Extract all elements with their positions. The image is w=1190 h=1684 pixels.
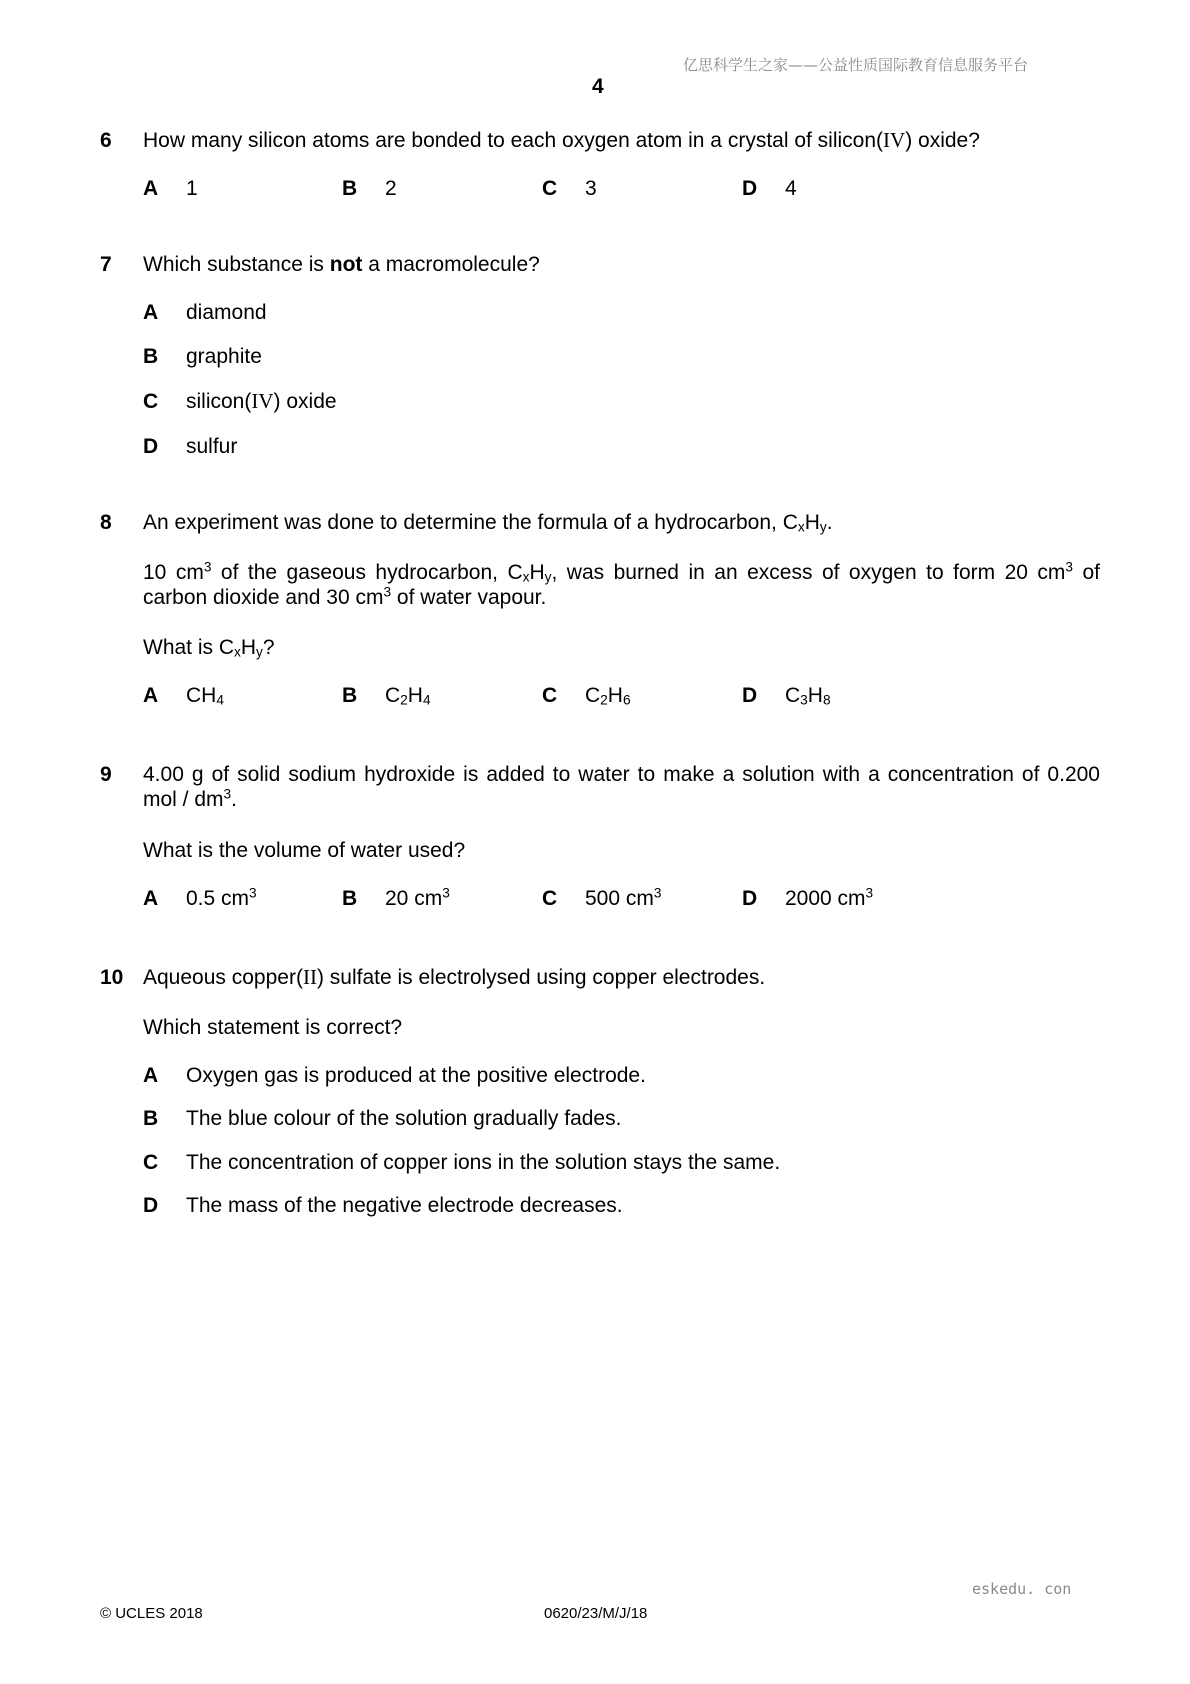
option-letter: C	[542, 177, 558, 200]
option-letter: D	[742, 887, 758, 910]
option-text: silicon(IV) oxide	[186, 389, 337, 413]
question-prompt: Which statement is correct?	[143, 1016, 403, 1039]
option-letter: C	[143, 1151, 159, 1174]
emphasis: not	[329, 253, 363, 276]
option-letter: D	[143, 1194, 159, 1217]
option-letter: D	[143, 435, 159, 458]
option-text: diamond	[186, 301, 267, 324]
option-letter: B	[342, 887, 358, 910]
question-number: 9	[100, 763, 112, 786]
option-text: $C_2H_6$	[585, 684, 631, 708]
question-text: Which substance is not a macromolecule?	[143, 253, 540, 276]
page-number: 4	[592, 75, 604, 98]
option-text: Oxygen gas is produced at the positive electrode.	[186, 1064, 646, 1087]
option-letter: B	[143, 1107, 159, 1130]
question-text: How many silicon atoms are bonded to each oxygen atom in a crystal of silicon(IV) oxide?	[143, 128, 980, 152]
option-letter: C	[542, 684, 558, 707]
footer-copyright: © UCLES 2018	[100, 1605, 203, 1622]
option-letter: B	[143, 345, 159, 368]
option-letter: D	[742, 177, 758, 200]
option-text: 1	[186, 177, 198, 200]
option-text: $CH_4$	[186, 684, 224, 708]
option-text: $C_2H_4$	[385, 684, 431, 708]
question-number: 10	[100, 966, 124, 989]
question-prompt: What is the volume of water used?	[143, 839, 466, 862]
option-text: 500 $cm^3$	[585, 885, 662, 910]
question-text: Aqueous copper(II) sulfate is electrolysed using copper electrodes.	[143, 965, 766, 989]
option-letter: A	[143, 1064, 159, 1087]
question-text: 4.00 g of solid sodium hydroxide is added to water to make a solution with a concentration of 0.200 mol / $dm^3$.	[143, 763, 1100, 811]
option-text: sulfur	[186, 435, 238, 458]
option-text: 3	[585, 177, 597, 200]
option-text: $C_3H_8$	[785, 684, 831, 708]
option-text: The blue colour of the solution gradually fades.	[186, 1107, 622, 1130]
footer-paper-code: 0620/23/M/J/18	[544, 1605, 648, 1622]
question-prompt: What is $C_xH_y$?	[143, 636, 275, 660]
option-letter: B	[342, 177, 358, 200]
option-text: 2000 $cm^3$	[785, 885, 874, 910]
question-text: An experiment was done to determine the formula of a hydrocarbon, $C_xH_y$.	[143, 511, 833, 535]
question-paragraph: 10 $cm^3$ of the gaseous hydrocarbon, $C_xH_y$, was burned in an excess of oxygen to form 20 $cm^3$ of carbon dioxide and 30 $cm^3$ of water vapour.	[143, 559, 1101, 609]
option-text: The mass of the negative electrode decreases.	[186, 1194, 623, 1217]
option-text: The concentration of copper ions in the solution stays the same.	[186, 1151, 781, 1174]
option-text: 20 $cm^3$	[385, 885, 450, 910]
option-letter: C	[542, 887, 558, 910]
option-text: 0.5 $cm^3$	[186, 885, 257, 910]
question-number: 8	[100, 511, 112, 534]
option-letter: A	[143, 177, 159, 200]
header-watermark: 亿思科学生之家——公益性质国际教育信息服务平台	[683, 56, 1029, 74]
footer-watermark: eskedu. con	[972, 1580, 1072, 1598]
option-letter: C	[143, 390, 159, 413]
question-number: 6	[100, 129, 112, 152]
option-text: 2	[385, 177, 397, 200]
option-letter: B	[342, 684, 358, 707]
question-number: 7	[100, 253, 112, 276]
option-letter: A	[143, 887, 159, 910]
option-letter: A	[143, 301, 159, 324]
option-text: 4	[785, 177, 797, 200]
option-letter: A	[143, 684, 159, 707]
option-text: graphite	[186, 345, 262, 368]
option-letter: D	[742, 684, 758, 707]
